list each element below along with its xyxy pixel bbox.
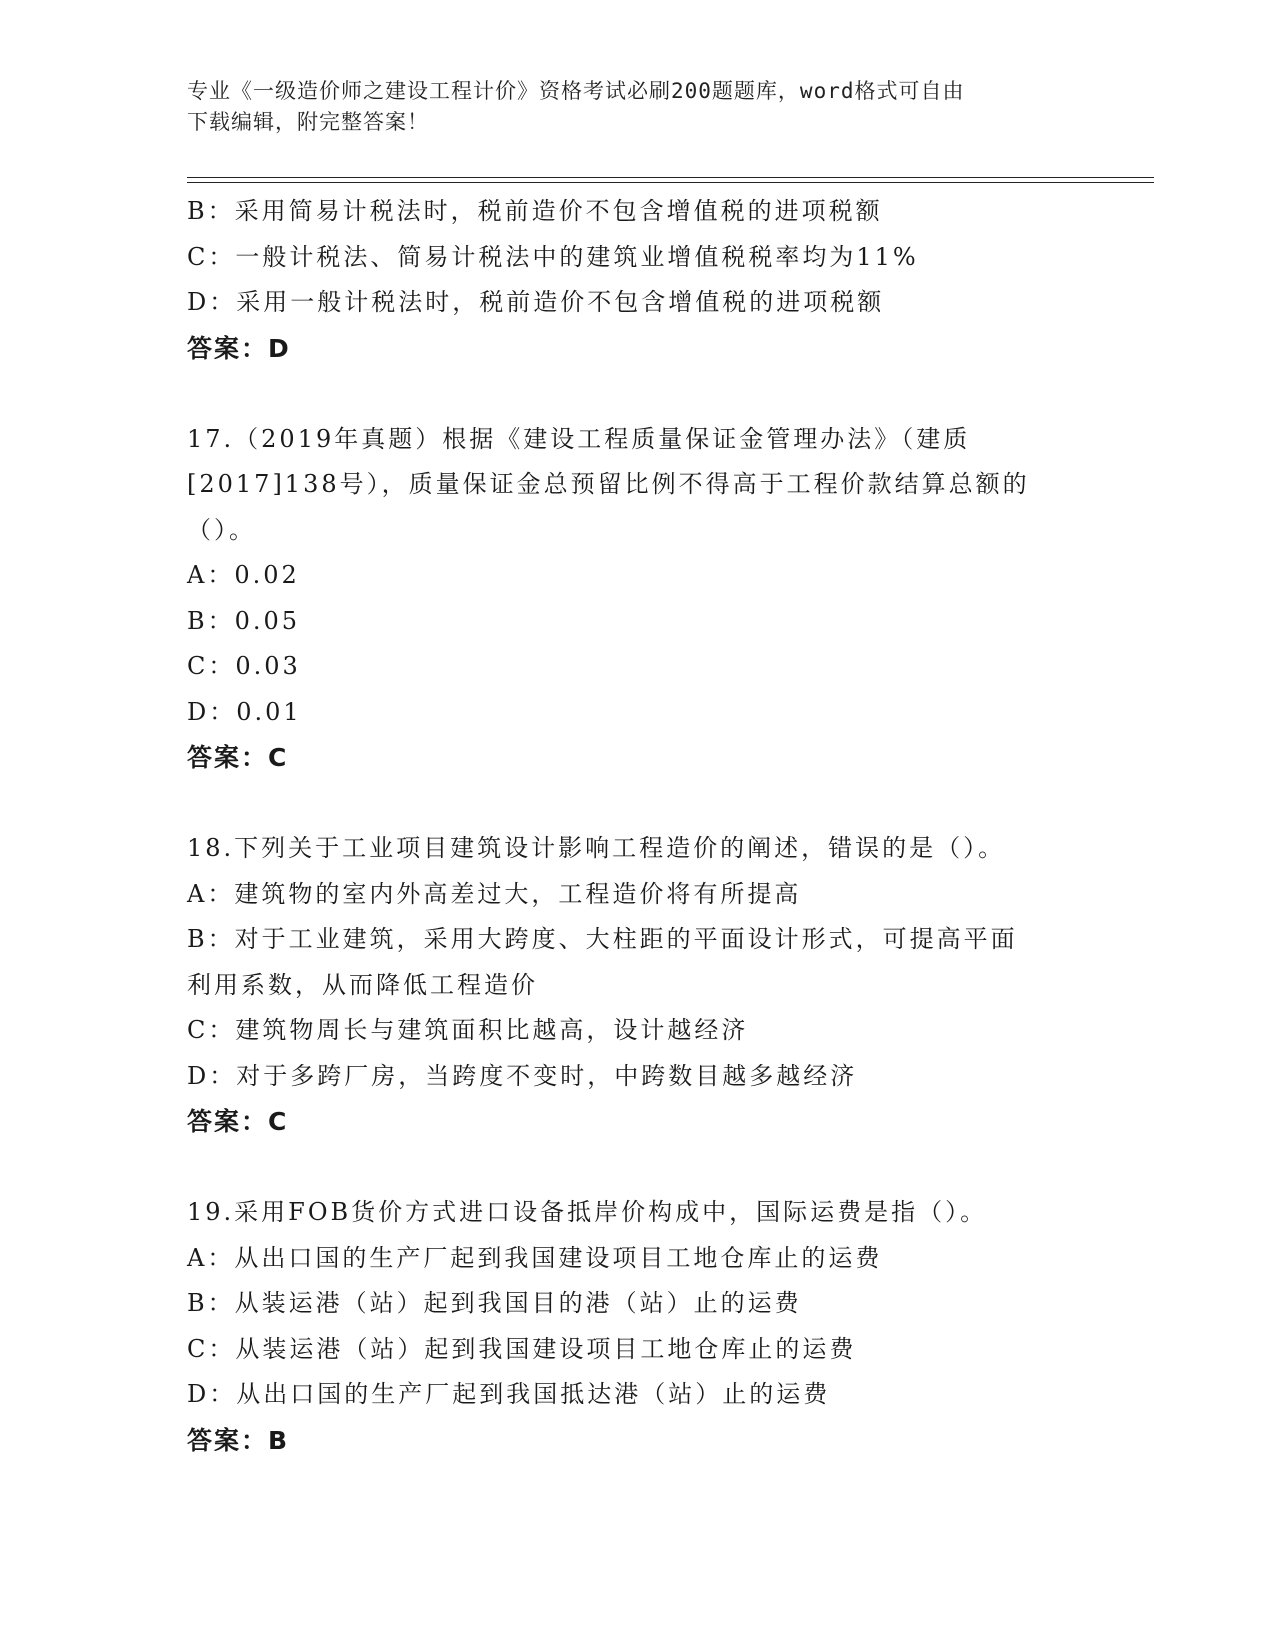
q18-answer: 答案：C <box>187 1107 289 1136</box>
question-list <box>187 189 1087 1463</box>
q16-option-c: C：一般计税法、简易计税法中的建筑业增值税税率均为11% <box>187 242 919 271</box>
header-divider-bottom <box>187 182 1154 183</box>
q18-option-b-line-2: 利用系数，从而降低工程造价 <box>187 970 538 999</box>
q17-answer: 答案：C <box>187 743 289 772</box>
q19-stem: 19.采用FOB货价方式进口设备抵岸价构成中，国际运费是指（）。 <box>187 1198 988 1226</box>
q19-option-a: A：从出口国的生产厂起到我国建设项目工地仓库止的运费 <box>187 1243 883 1272</box>
q19-option-c: C：从装运港（站）起到我国建设项目工地仓库止的运费 <box>187 1334 857 1363</box>
question-16 <box>187 189 1087 371</box>
question-19 <box>187 1190 1087 1463</box>
spacer <box>187 781 1087 827</box>
q17-option-c: C：0.03 <box>187 652 301 680</box>
q17-stem-line-2: [2017]138号），质量保证金总预留比例不得高于工程价款结算总额的 <box>187 470 1030 498</box>
q16-answer: 答案：D <box>187 333 291 363</box>
header-line-1: 专业《一级造价师之建设工程计价》资格考试必刷200题题库，word格式可自由 <box>187 79 965 103</box>
question-18 <box>187 826 1087 1145</box>
q17-option-a: A：0.02 <box>187 561 300 589</box>
q19-option-d: D：从出口国的生产厂起到我国抵达港（站）止的运费 <box>187 1380 831 1408</box>
q17-option-d: D：0.01 <box>187 697 302 726</box>
q18-option-d: D：对于多跨厂房，当跨度不变时，中跨数目越多越经济 <box>187 1061 858 1090</box>
header-divider-top <box>187 177 1154 178</box>
page-header <box>187 76 1067 138</box>
q17-stem-line-3: （）。 <box>187 515 256 544</box>
q16-option-d: D：采用一般计税法时，税前造价不包含增值税的进项税额 <box>187 288 885 316</box>
q17-option-b: B：0.05 <box>187 606 301 635</box>
q19-option-b: B：从装运港（站）起到我国目的港（站）止的运费 <box>187 1289 802 1317</box>
header-line-2: 下载编辑，附完整答案！ <box>187 110 429 134</box>
q19-answer: 答案：B <box>187 1425 290 1455</box>
q18-option-b-line-1: B：对于工业建筑，采用大跨度、大柱距的平面设计形式，可提高平面 <box>187 925 1018 953</box>
spacer <box>187 371 1087 417</box>
q18-option-c: C：建筑物周长与建筑面积比越高，设计越经济 <box>187 1016 749 1044</box>
q18-option-a: A：建筑物的室内外高差过大，工程造价将有所提高 <box>187 879 802 908</box>
spacer <box>187 1145 1087 1191</box>
q17-stem-line-1: 17.（2019年真题）根据《建设工程质量保证金管理办法》（建质 <box>187 424 971 453</box>
question-17 <box>187 417 1087 781</box>
q18-stem: 18.下列关于工业项目建筑设计影响工程造价的阐述，错误的是（）。 <box>187 834 1006 862</box>
q16-option-b: B：采用简易计税法时，税前造价不包含增值税的进项税额 <box>187 197 883 225</box>
